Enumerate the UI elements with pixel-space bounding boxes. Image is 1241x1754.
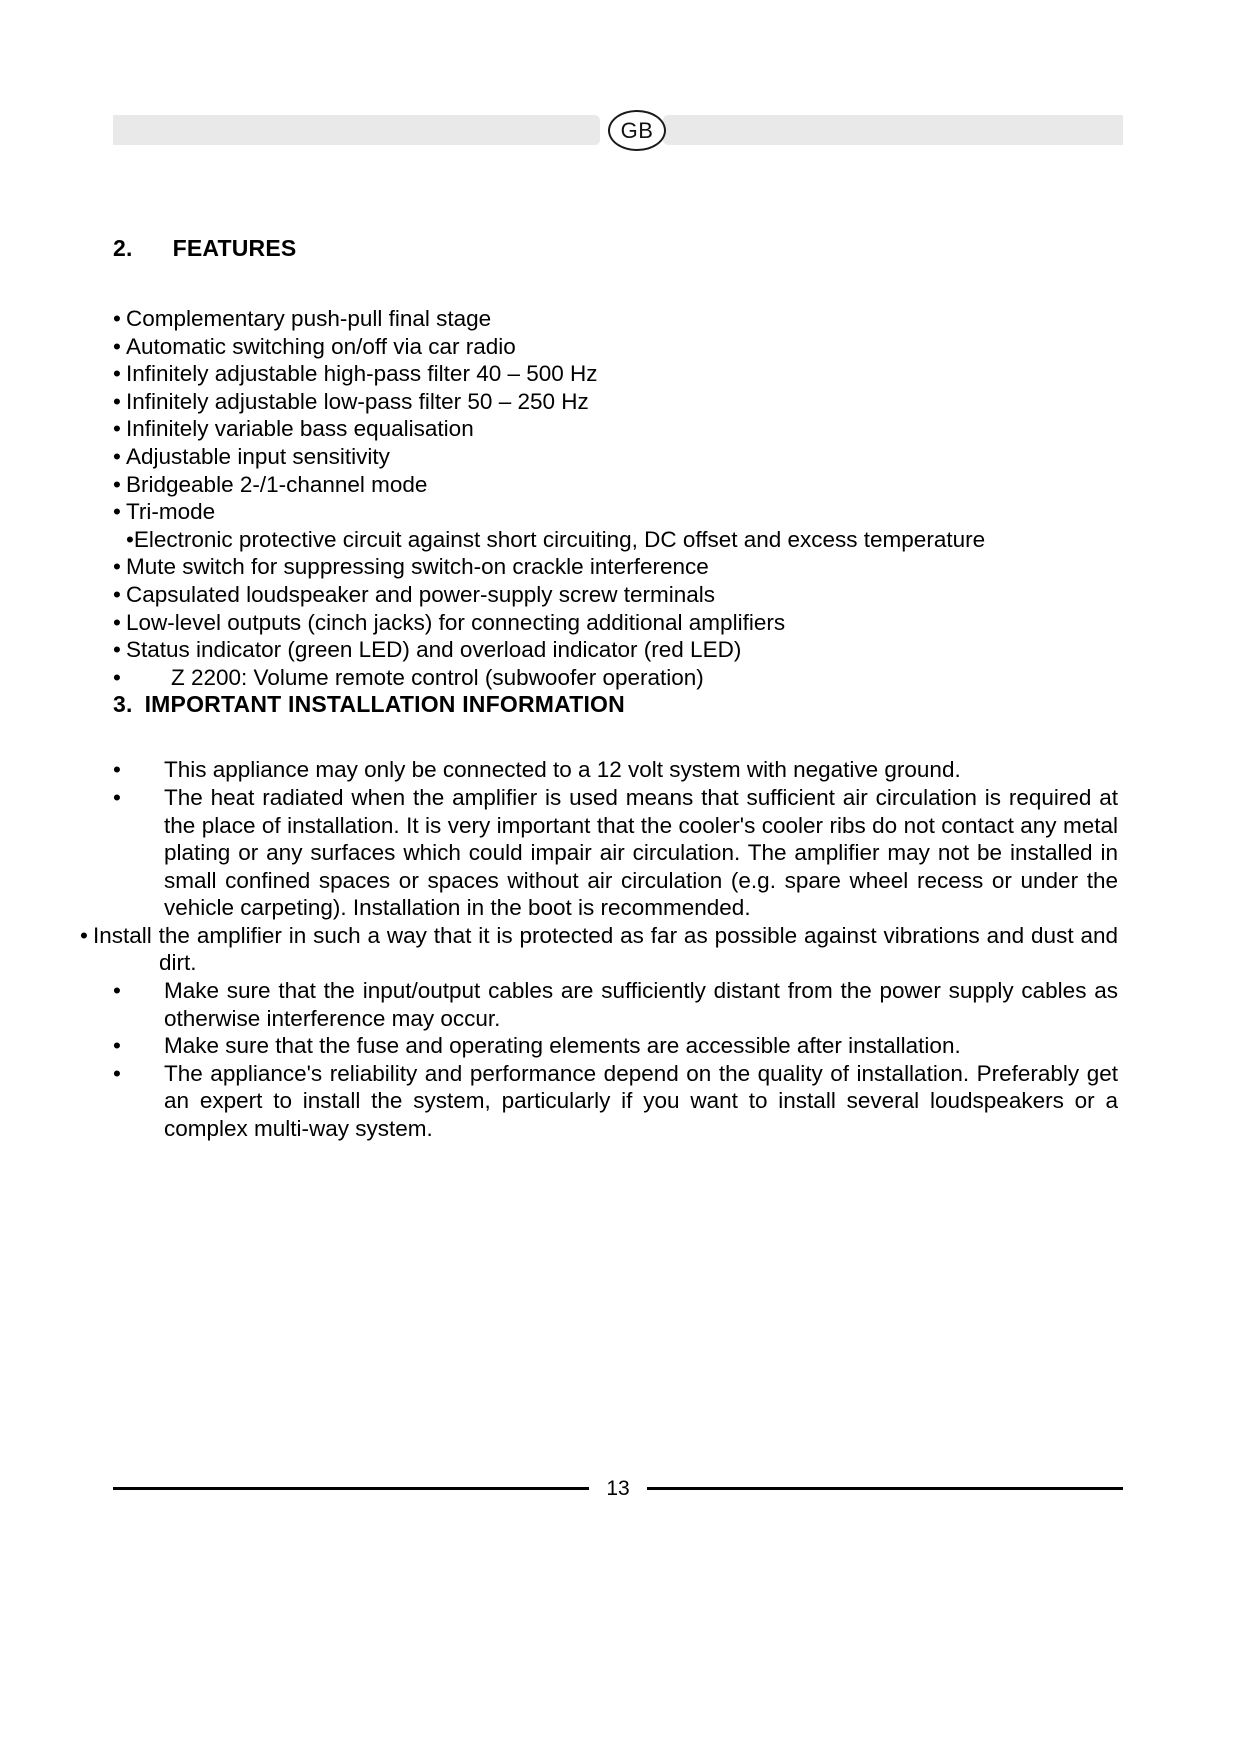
list-item <box>113 784 1118 922</box>
bullet-glyph: • <box>126 526 134 552</box>
bullet-glyph: • <box>113 554 121 580</box>
list-item <box>113 471 1118 499</box>
list-item <box>113 664 1118 692</box>
header-bar-right <box>663 115 1123 145</box>
list-item-text: Status indicator (green LED) and overload indicator (red LED) <box>126 637 742 663</box>
bullet-glyph: • <box>113 784 121 810</box>
list-item-text: Bridgeable 2-/1-channel mode <box>126 471 428 497</box>
page-content <box>80 235 1118 1143</box>
list-item-text: Electronic protective circuit against short circuiting, DC offset and excess temperature <box>133 526 986 552</box>
list-item-text: The appliance's reliability and performance depend on the quality of installation. Preferably get an expert to install the system, particularly if you want to install several loudspeakers or a complex multi-way system. <box>164 1060 1118 1142</box>
footer-rule-right <box>647 1487 1123 1490</box>
list-item-text: Capsulated loudspeaker and power-supply screw terminals <box>126 581 716 607</box>
list-item <box>113 581 1118 609</box>
features-list <box>113 305 1118 691</box>
header-bar-left <box>113 115 600 145</box>
list-item-text: Make sure that the input/output cables are sufficiently distant from the power supply cables as otherwise interference may occur. <box>164 978 1118 1031</box>
list-item-text: Adjustable input sensitivity <box>126 443 390 469</box>
bullet-glyph: • <box>113 581 121 607</box>
list-item <box>113 609 1118 637</box>
country-code-badge: GB <box>608 110 666 151</box>
page-footer <box>113 1478 1123 1499</box>
bullet-glyph: • <box>113 443 121 469</box>
bullet-glyph: • <box>113 757 121 783</box>
list-item <box>113 756 1118 784</box>
bullet-glyph: • <box>113 664 121 690</box>
list-item-text: This appliance may only be connected to a 12 volt system with negative ground. <box>164 757 961 783</box>
list-item <box>113 415 1118 443</box>
bullet-glyph: • <box>113 471 121 497</box>
list-item-text: Make sure that the fuse and operating elements are accessible after installation. <box>164 1033 961 1059</box>
list-item-text: Infinitely variable bass equalisation <box>126 416 474 442</box>
list-item-text: Z 2200: Volume remote control (subwoofer operation) <box>171 664 704 690</box>
installation-heading-title: IMPORTANT INSTALLATION INFORMATION <box>144 691 625 718</box>
list-item <box>80 922 1118 977</box>
features-heading-number: 2. <box>113 235 133 261</box>
list-item-text: Low-level outputs (cinch jacks) for connecting additional amplifiers <box>126 609 786 635</box>
bullet-glyph: • <box>113 1060 121 1086</box>
list-item <box>113 1060 1118 1143</box>
list-item <box>113 333 1118 361</box>
installation-heading <box>113 691 1118 718</box>
page-number: 13 <box>606 1477 630 1500</box>
bullet-glyph: • <box>113 416 121 442</box>
list-item-text: Infinitely adjustable high-pass filter 40 – 500 Hz <box>126 361 598 387</box>
list-item <box>113 443 1118 471</box>
bullet-glyph: • <box>113 499 121 525</box>
bullet-glyph: • <box>113 388 121 414</box>
list-item <box>113 305 1118 333</box>
bullet-glyph: • <box>113 978 121 1004</box>
list-item <box>113 553 1118 581</box>
list-item <box>113 977 1118 1032</box>
bullet-glyph: • <box>113 306 121 331</box>
installation-list <box>80 756 1118 1142</box>
list-item-text: Infinitely adjustable low-pass filter 50 – 250 Hz <box>126 388 589 414</box>
bullet-glyph: • <box>113 333 121 359</box>
bullet-glyph: • <box>113 609 121 635</box>
list-item-text: Complementary push-pull final stage <box>126 306 492 331</box>
list-item <box>113 526 1118 554</box>
list-item-text: Mute switch for suppressing switch-on crackle interference <box>126 554 709 580</box>
list-item <box>113 636 1118 664</box>
footer-rule-left <box>113 1487 589 1490</box>
list-item <box>113 360 1118 388</box>
features-heading <box>113 235 1118 262</box>
list-item <box>113 498 1118 526</box>
bullet-glyph: • <box>113 361 121 387</box>
list-item-text: Automatic switching on/off via car radio <box>126 333 516 359</box>
list-item-text: Install the amplifier in such a way that it is protected as far as possible against vibrations and dust and dirt. <box>93 922 1118 976</box>
list-item-text: The heat radiated when the amplifier is used means that sufficient air circulation is required at the place of installation. It is very important that the cooler's cooler ribs do not contact any metal plating or any surfaces which could impair air circulation. The amplifier may not be installed in small confined spaces or spaces without air circulation (e.g. spare wheel recess or under the vehicle carpeting). Installation in the boot is recommended. <box>164 784 1118 921</box>
installation-heading-number: 3. <box>113 691 133 718</box>
bullet-glyph: • <box>113 637 121 663</box>
list-item <box>113 388 1118 416</box>
bullet-glyph: • <box>80 922 88 948</box>
list-item <box>113 1032 1118 1060</box>
bullet-glyph: • <box>113 1033 121 1059</box>
features-heading-title: FEATURES <box>172 235 297 261</box>
page-header <box>113 115 1123 145</box>
list-item-text: Tri-mode <box>126 499 216 525</box>
